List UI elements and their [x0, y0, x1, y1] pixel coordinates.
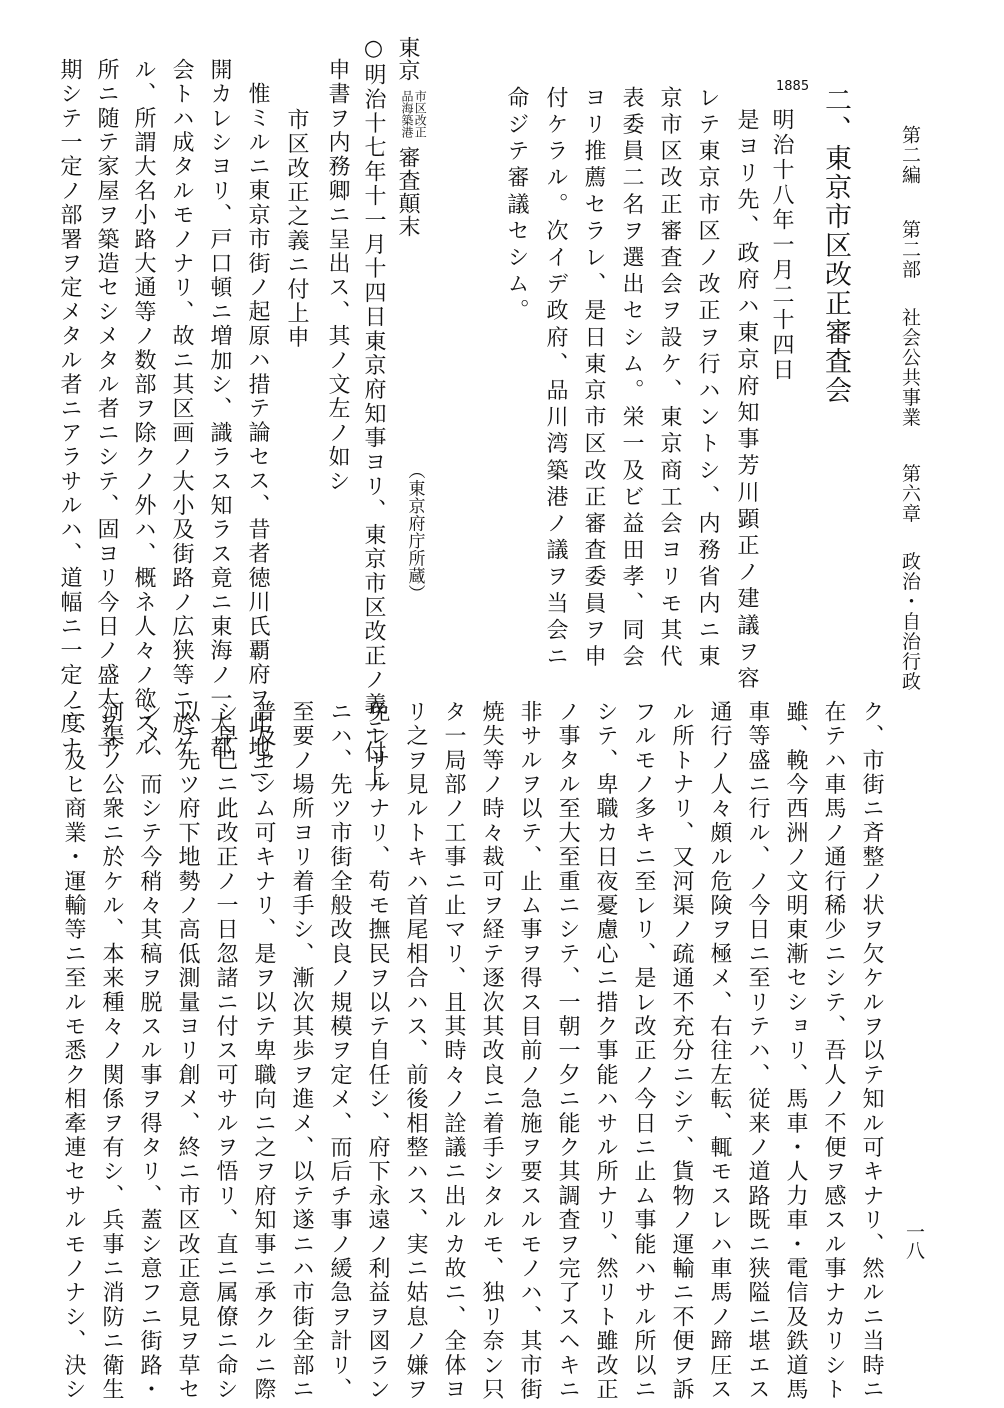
intro-line: レテ東京市区ノ改正ヲ行ハントシ、内務省内ニ東 [695, 86, 720, 672]
continuation-line: リ之ヲ見ルトキハ首尾相合ハス、前後相整ハス、実ニ姑息ノ嫌ヲ [403, 700, 428, 1402]
continuation-line: 雖、輓今西洲ノ文明東漸セショリ、馬車・人力車・電信及鉄道馬 [783, 700, 808, 1402]
date-line: 明治十八年一月二十四日 [769, 108, 794, 383]
petition-body-line: ル、所謂大名小路大通等ノ数部ヲ除クノ外ハ、概ネ人々ノ欲スル [131, 58, 156, 760]
petition-line: ○明治十七年十一月十四日東京府知事ヨリ、東京市区改正ノ義ニ付上 [361, 36, 386, 790]
petition-subheading: 市区改正之義ニ付上申 [284, 108, 309, 350]
intro-line: 京市区改正審査会ヲ設ケ、東京商工会ヨリモ其代 [657, 86, 682, 672]
continuation-line: フルモノ多キニ至レリ、是レ改正ノ今日ニ止ム事能ハサル所以ニ [631, 700, 656, 1402]
running-header: 第二編 第二部 社会公共事業 第六章 政治・自治行政 [899, 125, 921, 692]
continuation-line: ノ事タル至大至重ニシテ、一朝一夕ニ能ク其調査ヲ完了スヘキニ [555, 700, 580, 1402]
continuation-line: ニハ、先ツ市街全般改良ノ規模ヲ定メ、而后チ事ノ緩急ヲ計リ、 [327, 700, 352, 1402]
page-number: 一八 [903, 1222, 925, 1260]
continuation-line: シテ、卑職カ日夜憂慮心ニ措ク事能ハサル所ナリ、然リト雖改正 [593, 700, 618, 1402]
intro-line: 命ジテ審議セシム。 [504, 86, 529, 326]
continuation-line: 河渠ノ公衆ニ於ケル、本来種々ノ関係ヲ有シ、兵事ニ消防ニ衛生 [99, 700, 124, 1402]
continuation-line: 在テハ車馬ノ通行稀少ニシテ、吾人ノ不便ヲ感スル事ナカリシト [821, 700, 846, 1402]
continuation-line: 車等盛ニ行ル、ノ今日ニ至リテハ、従来ノ道路既ニ狭隘ニ堪エス [745, 700, 770, 1402]
continuation-line: 通行ノ人々頗ル危険ヲ極メ、右往左転、輒モスレハ車馬ノ蹄圧ス [707, 700, 732, 1402]
intro-line: 付ケラル。次イデ政府、品川湾築港ノ議ヲ当会ニ [543, 86, 568, 672]
document-title: 東京 市区改正 品海築港 審査顛末 [395, 36, 428, 238]
continuation-line: ル所トナリ、又河渠ノ疏通不充分ニシテ、貨物ノ運輸ニ不便ヲ訴 [669, 700, 694, 1402]
continuation-line: 至要ノ場所ヨリ着手シ、漸次其歩ヲ進メ、以テ遂ニハ市街全部ニ [289, 700, 314, 1402]
continuation-line: 非サルヲ以テ、止ム事ヲ得ス目前ノ急施ヲ要スルモノハ、其市街 [517, 700, 542, 1402]
petition-line: 申書ヲ内務卿ニ呈出ス、其ノ文左ノ如シ [325, 58, 350, 494]
petition-body-line: 惟ミルニ東京市街ノ起原ハ措テ論セス、昔者徳川氏覇府ヲ此地ニ [245, 82, 270, 784]
title-warichu: 市区改正 品海築港 [400, 90, 428, 138]
continuation-line: 以テ先ツ府下地勢ノ高低測量ヨリ創メ、終ニ市区改正意見ヲ草セ [175, 700, 200, 1402]
continuation-line: タ一局部ノ工事ニ止マリ、且其時々ノ詮議ニ出ルカ故ニ、全体ヨ [441, 700, 466, 1402]
continuation-line: 免レサルナリ、苟モ撫民ヲ以テ自任シ、府下永遠ノ利益ヲ図ラン [365, 700, 390, 1402]
continuation-line: シメ、而シテ今稍々其稿ヲ脱スル事ヲ得タリ、蓋シ意フニ街路・ [137, 700, 162, 1402]
intro-line: 是ヨリ先、政府ハ東京府知事芳川顕正ノ建議ヲ容 [734, 108, 759, 694]
intro-line: 表委員二名ヲ選出セシム。栄一及ビ益田孝、同会 [619, 86, 644, 672]
petition-body-line: 会トハ成タルモノナリ、故ニ其区画ノ大小及街路ノ広狭等ニ於ケ [169, 58, 194, 760]
petition-body-line: 所ニ随テ家屋ヲ築造セシメタル者ニシテ、固ヨリ今日ノ盛大ヲ予 [94, 58, 119, 760]
petition-body-line: 開カレシヨリ、戸口頓ニ増加シ、識ラス知ラス竟ニ東海ノ一大都 [207, 58, 232, 760]
section-title: 二、東京市区改正審査会 [820, 86, 851, 405]
source-note: （東京府庁所蔵） [404, 462, 425, 602]
continuation-line: ク、市街ニ斉整ノ状ヲ欠ケルヲ以テ知ル可キナリ、然ルニ当時ニ [859, 700, 884, 1402]
year-western: 1885 [776, 79, 810, 94]
intro-line: ヨリ推薦セラレ、是日東京市区改正審査委員ヲ申 [581, 86, 606, 672]
continuation-line: シ早已ニ此改正ノ一日忽諸ニ付ス可サルヲ悟リ、直ニ属僚ニ命シ [213, 700, 238, 1402]
continuation-line: ニ、及ヒ商業・運輸等ニ至ルモ悉ク相牽連セサルモノナシ、決シ [61, 700, 86, 1402]
petition-body-line: 期シテ一定ノ部署ヲ定メタル者ニアラサルハ、道幅ニ一定ノ度ナ [57, 58, 82, 760]
continuation-line: 焼失等ノ時々裁可ヲ経テ逐次其改良ニ着手シタルモ、独リ奈ン只 [479, 700, 504, 1402]
continuation-line: 普及セシム可キナリ、是ヲ以テ卑職向ニ之ヲ府知事ニ承クルニ際 [251, 700, 276, 1402]
